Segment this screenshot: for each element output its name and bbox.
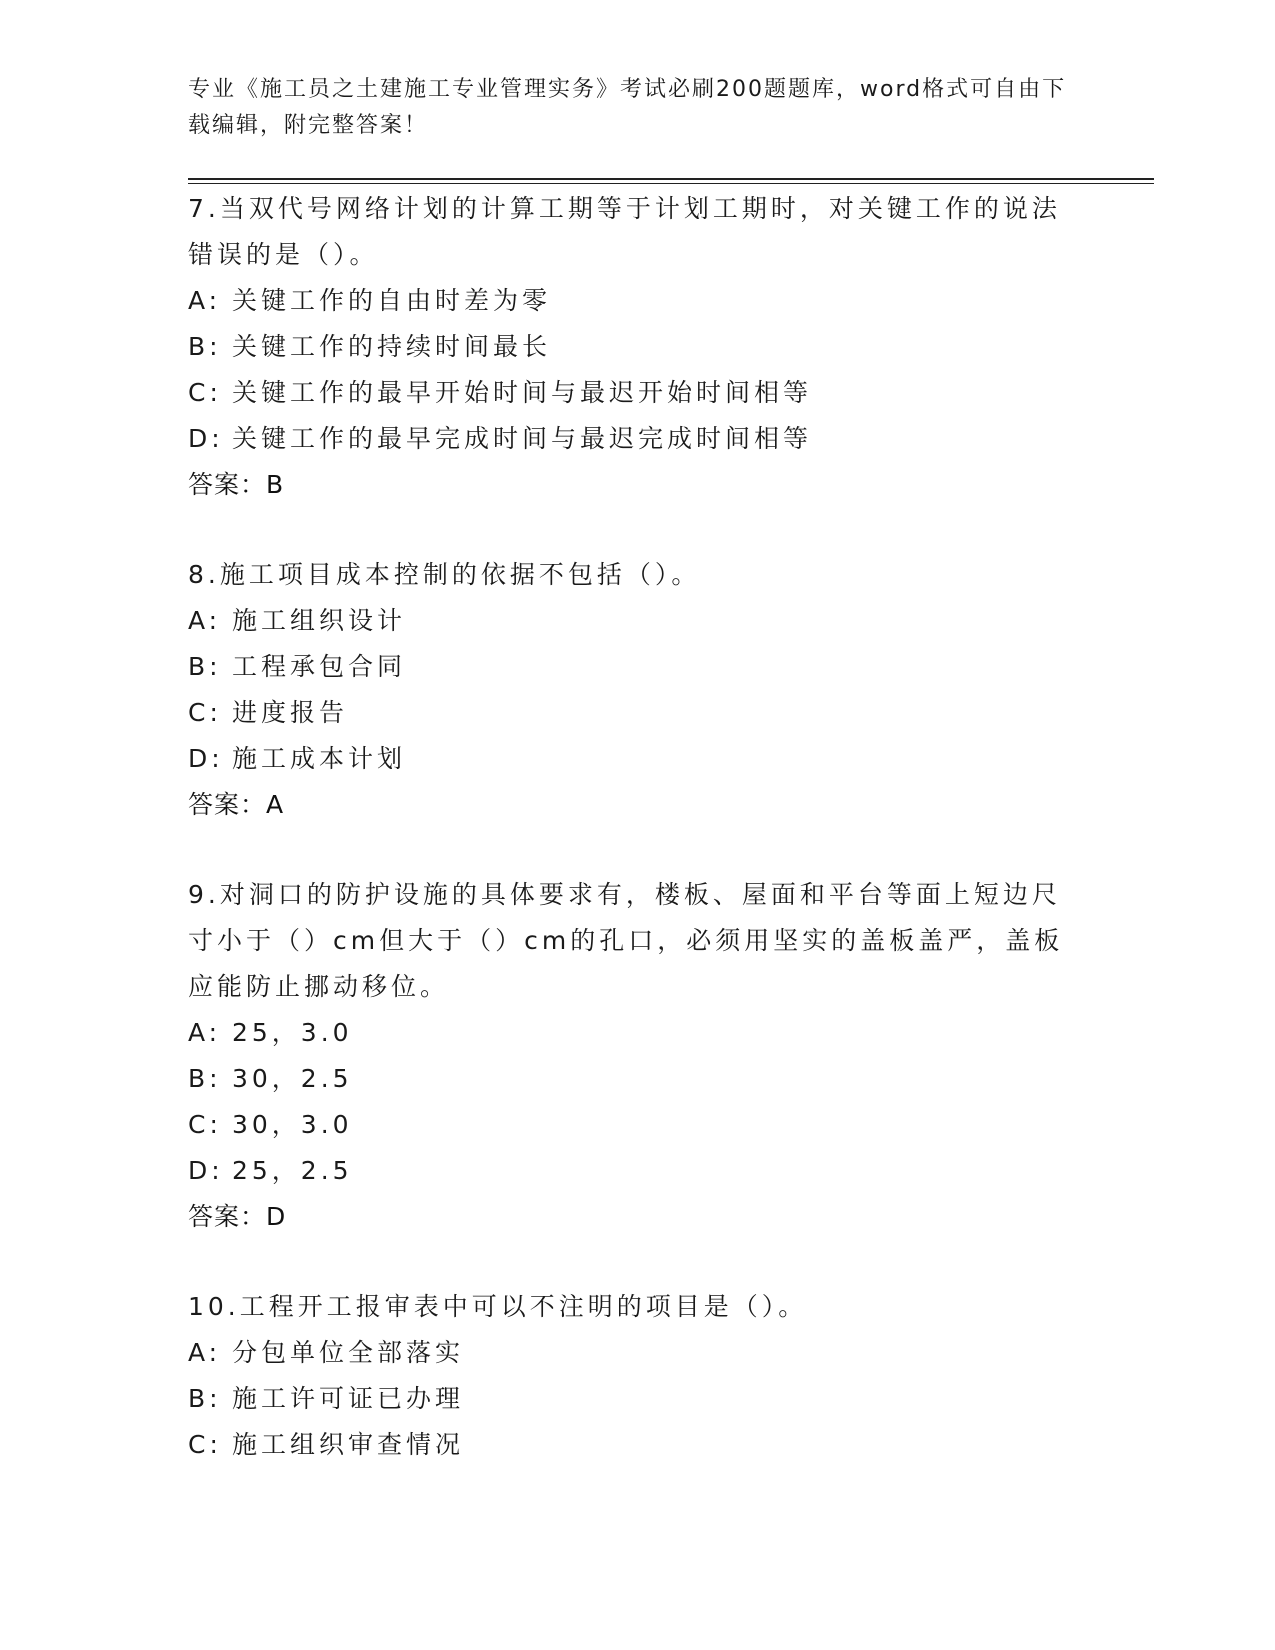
option-text: 关键工作的最早完成时间与最迟完成时间相等 — [232, 424, 813, 453]
option-key: A: — [188, 286, 222, 315]
option-c — [188, 1422, 1088, 1468]
document-header: 专业《施工员之土建施工专业管理实务》考试必刷200题题库，word格式可自由下载编辑，附完整答案！ — [188, 77, 1067, 138]
answer-line: 答案：D — [188, 1202, 287, 1231]
option-text: 30，2.5 — [232, 1064, 353, 1093]
option-text: 施工组织审查情况 — [232, 1430, 465, 1459]
question-spacer — [188, 1240, 1088, 1284]
question-stem: 8.施工项目成本控制的依据不包括（）。 — [188, 560, 701, 589]
option-text: 30，3.0 — [232, 1110, 353, 1139]
option-c — [188, 690, 1088, 736]
option-c — [188, 370, 1088, 416]
header-divider-thick — [188, 178, 1154, 180]
option-b — [188, 324, 1088, 370]
option-text: 25，2.5 — [232, 1156, 353, 1185]
option-c — [188, 1102, 1088, 1148]
question-stem: 7.当双代号网络计划的计算工期等于计划工期时，对关键工作的说法错误的是（）。 — [188, 194, 1061, 269]
option-key: C: — [188, 378, 222, 407]
option-key: D: — [188, 1156, 224, 1185]
option-b — [188, 644, 1088, 690]
option-a — [188, 1010, 1088, 1056]
option-b — [188, 1376, 1088, 1422]
option-key: A: — [188, 606, 222, 635]
option-d — [188, 1148, 1088, 1194]
question-stem: 10.工程开工报审表中可以不注明的项目是（）。 — [188, 1292, 808, 1321]
question-stem: 9.对洞口的防护设施的具体要求有，楼板、屋面和平台等面上短边尺寸小于（）cm但大于（）cm的孔口，必须用坚实的盖板盖严，盖板应能防止挪动移位。 — [188, 880, 1064, 1001]
option-b — [188, 1056, 1088, 1102]
option-a — [188, 1330, 1088, 1376]
option-d — [188, 416, 1088, 462]
option-key: B: — [188, 332, 222, 361]
option-key: A: — [188, 1018, 222, 1047]
option-a — [188, 598, 1088, 644]
option-key: B: — [188, 652, 222, 681]
option-text: 施工许可证已办理 — [232, 1384, 465, 1413]
answer-line: 答案：A — [188, 790, 285, 819]
question-8 — [188, 552, 1088, 828]
option-a — [188, 278, 1088, 324]
question-list — [188, 186, 1088, 1468]
option-text: 施工成本计划 — [232, 744, 407, 773]
option-text: 关键工作的最早开始时间与最迟开始时间相等 — [232, 378, 813, 407]
option-text: 施工组织设计 — [232, 606, 407, 635]
option-text: 分包单位全部落实 — [232, 1338, 465, 1367]
option-text: 工程承包合同 — [232, 652, 407, 681]
option-text: 关键工作的自由时差为零 — [232, 286, 552, 315]
header-divider-thin — [188, 183, 1154, 184]
question-9 — [188, 872, 1088, 1240]
option-key: B: — [188, 1384, 222, 1413]
question-7 — [188, 186, 1088, 508]
option-text: 关键工作的持续时间最长 — [232, 332, 552, 361]
option-key: C: — [188, 1110, 222, 1139]
option-key: D: — [188, 424, 224, 453]
question-spacer — [188, 508, 1088, 552]
option-key: D: — [188, 744, 224, 773]
question-10 — [188, 1284, 1088, 1468]
option-text: 25，3.0 — [232, 1018, 353, 1047]
option-key: C: — [188, 1430, 222, 1459]
option-text: 进度报告 — [232, 698, 349, 727]
option-key: B: — [188, 1064, 222, 1093]
option-key: A: — [188, 1338, 222, 1367]
option-key: C: — [188, 698, 222, 727]
option-d — [188, 736, 1088, 782]
answer-line: 答案：B — [188, 470, 285, 499]
question-spacer — [188, 828, 1088, 872]
